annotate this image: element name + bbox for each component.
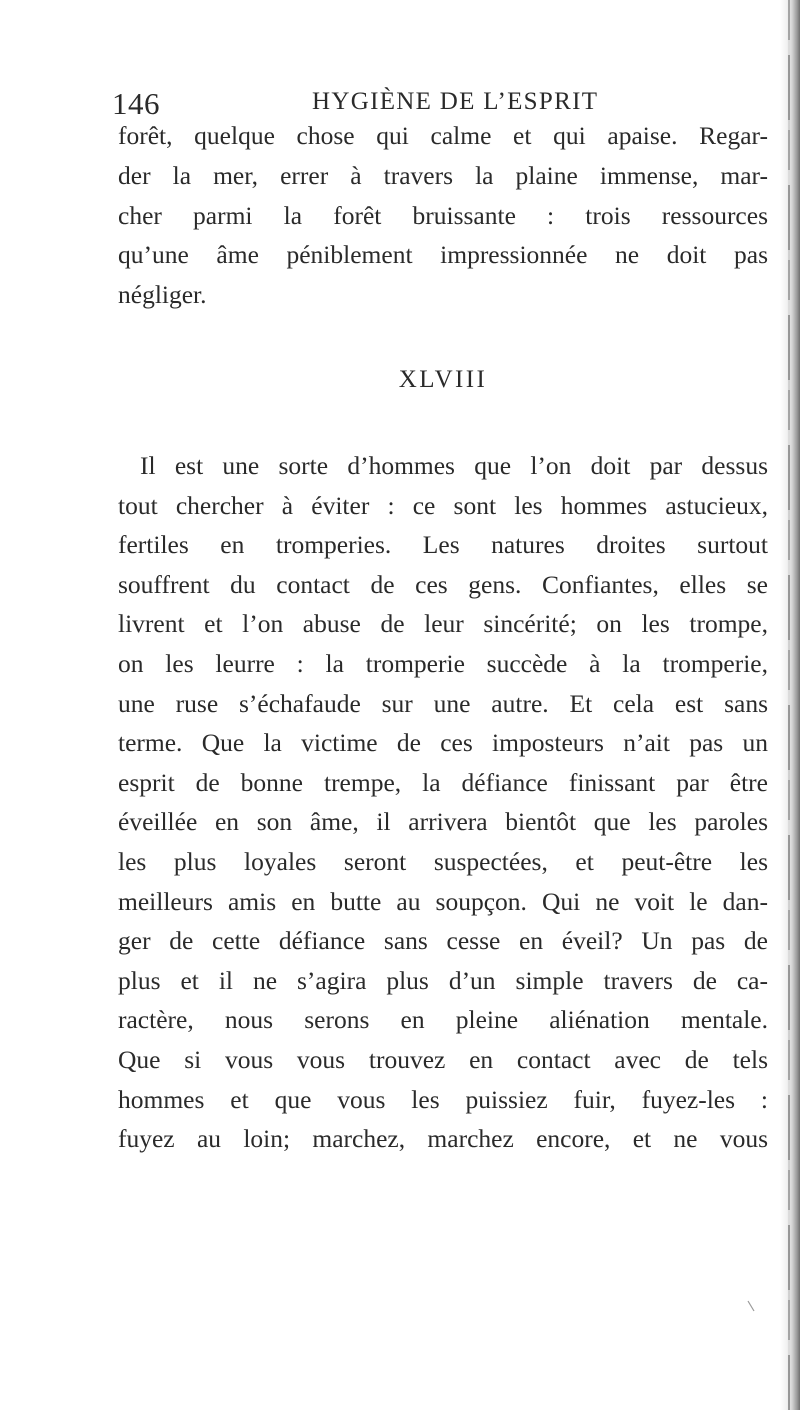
section-heading: XLVIII [398,366,488,393]
ink-speck-icon [746,1300,756,1312]
text-line: fuyez au loin; marchez, marchez encore, et ne vous [118,1124,768,1154]
page-edge-shadow [780,0,800,1410]
text-line: cher parmi la forêt bruissante : trois ressources [118,200,768,230]
text-line: forêt, quelque chose qui calme et qui apaise. Regar- [118,121,768,150]
text-line: esprit de bonne trempe, la défiance finissant par être [118,767,768,797]
text-line: souffrent du contact de ces gens. Confiantes, elles se [118,569,768,599]
text-line: plus et il ne s’agira plus d’un simple travers de ca- [118,965,768,995]
text-line: meilleurs amis en butte au soupçon. Qui ne voit le dan- [118,886,768,916]
text-line: qu’une âme péniblement impressionnée ne doit pas [118,240,768,270]
page-number: 146 [112,86,160,121]
running-title: HYGIÈNE DE L’ESPRIT [312,88,599,115]
text-line: Il est une sorte d’hommes que l’on doit par dessus [140,451,768,480]
text-line: une ruse s’échafaude sur une autre. Et cela est sans [118,688,768,718]
text-line: livrent et l’on abuse de leur sincérité; on les trompe, [118,609,768,639]
text-line: éveillée en son âme, il arrivera bientôt que les paroles [118,807,768,837]
text-line: ractère, nous serons en pleine aliénation mentale. [118,1005,768,1035]
text-line: tout chercher à éviter : ce sont les hommes astucieux, [118,490,768,520]
text-line: négliger. [118,280,207,310]
section-paragraph [118,446,768,1159]
text-line: on les leurre : la tromperie succède à la tromperie, [118,648,768,678]
text-line: Que si vous vous trouvez en contact avec de tels [118,1044,768,1074]
text-line: les plus loyales seront suspectées, et peut-être les [118,846,768,876]
text-line: ger de cette défiance sans cesse en éveil? Un pas de [118,926,768,956]
text-line: terme. Que la victime de ces imposteurs n’ait pas un [118,728,768,758]
text-line: der la mer, errer à travers la plaine immense, mar- [118,160,768,190]
text-line: fertiles en tromperies. Les natures droites surtout [118,530,768,560]
text-line: hommes et que vous les puissiez fuir, fuyez-les : [118,1084,768,1114]
intro-paragraph [118,116,768,315]
